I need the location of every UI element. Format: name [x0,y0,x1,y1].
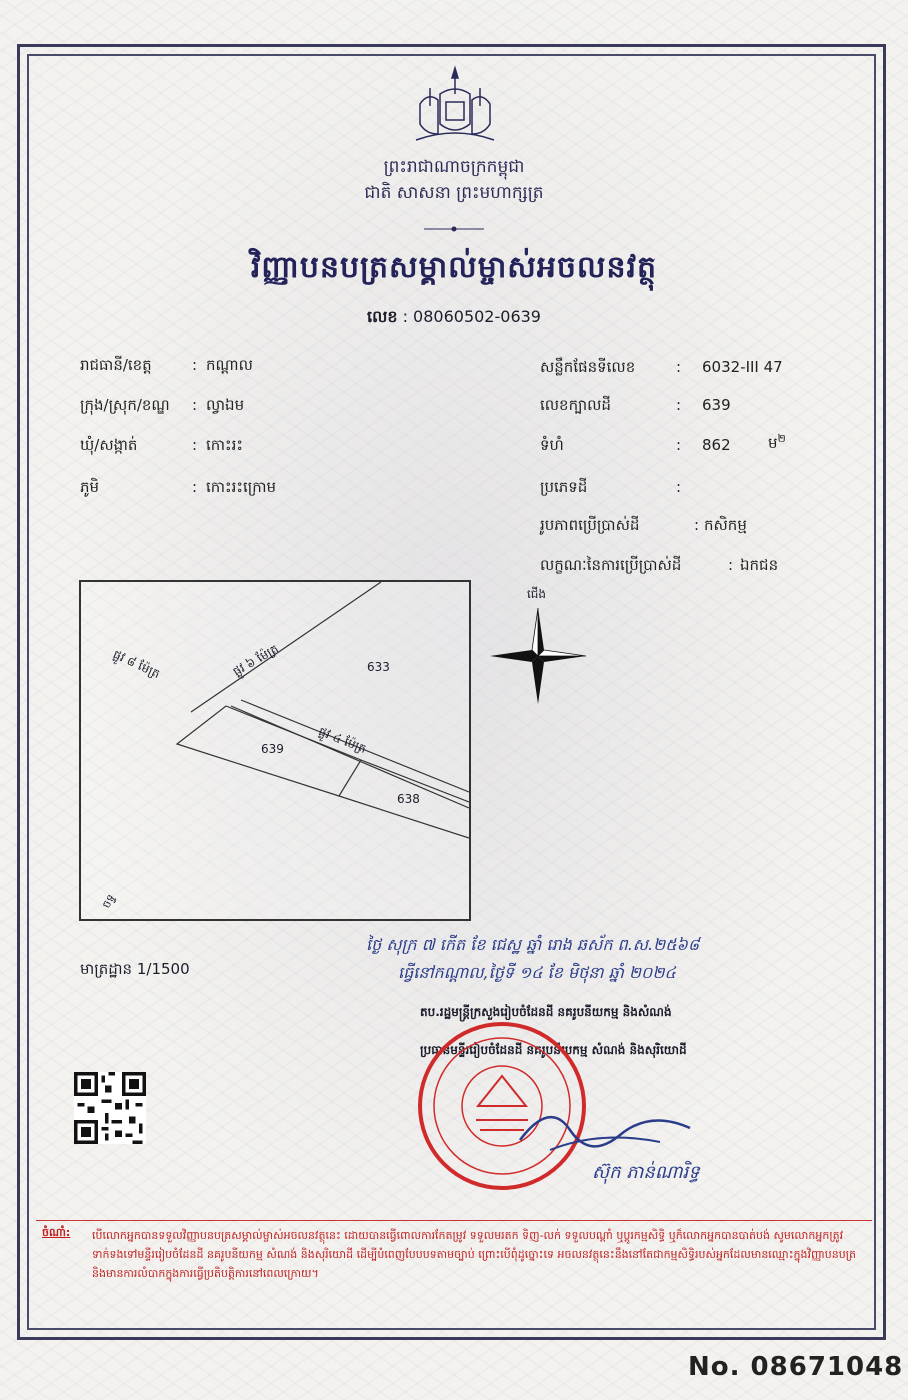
map-scale: មាត្រដ្ឋាន 1/1500 [80,960,190,978]
signer-name: ស៊ុក ភាន់ណារិទ្ធ [592,1162,700,1183]
parcel-number-value: 639 [702,396,731,414]
qr-code [74,1072,146,1144]
map-corner-label: ចទ្វ [99,891,118,911]
certificate-number-label: លេខ [367,307,398,326]
signature [510,1090,710,1170]
area-unit: ម$^២$ [768,432,786,452]
parcel-639-label: 639 [261,742,284,756]
certificate-title: វិញ្ញាបនបត្រសម្គាល់ម្ចាស់អចលនវត្ថុ [250,250,658,285]
map-sheet-label: សន្លឹកផែនទីលេខ [540,358,636,376]
province-label: រាជធានី/ខេត្ត [80,356,152,374]
map-sheet-value: 6032-III 47 [702,358,783,376]
parcel-633-label: 633 [367,660,390,674]
use-character-label: លក្ខណៈនៃការប្រើប្រាស់ដី [540,556,682,574]
ornament-divider [424,224,484,234]
parcel-638-label: 638 [397,792,420,806]
road-8m-label: ផ្លូវ ៨ ម៉ែត្រ [110,647,163,682]
commune-value: កោះរះ [206,436,243,454]
village-value: កោះរះក្រោម [206,478,277,496]
road-6m-label: ផ្លូវ ៦ ម៉ែត្រ [230,641,281,679]
issue-place-date: ធ្វើនៅកណ្ដាល,ថ្ងៃទី ១៤ ខែ មិថុនា ឆ្នាំ ២០២៤ [398,963,676,982]
use-character-value: ឯកជន [740,556,779,574]
village-label: ភូមិ [80,478,100,496]
commune-label: ឃុំ/សង្កាត់ [80,436,138,454]
certificate-number: លេខ : 08060502-0639 [367,307,541,326]
lunar-date: ថ្ងៃ សុក្រ ៧ កើត ខែ ជេស្ឋ ឆ្នាំ រោង ឆស័ក ព.ស.២៥៦៨ [366,935,700,954]
notice-label: ចំណាំ: [42,1226,71,1239]
province-value: កណ្ដាល [206,356,253,374]
district-value: ល្វាឯម [206,396,245,414]
compass-rose-icon [490,608,586,704]
certificate-number-value: 08060502-0639 [413,307,541,326]
north-label: ជើង [527,587,547,601]
area-label: ទំហំ [540,436,564,454]
serial-number: No. 08671048 [688,1352,904,1382]
parcel-number-label: លេខក្បាលដី [540,396,611,414]
national-motto: ជាតិ សាសនា ព្រះមហាក្សត្រ [364,183,544,203]
parcel-map [79,580,471,921]
kingdom-heading: ព្រះរាជាណាចក្រកម្ពុជា [383,157,525,177]
land-use-label: រូបភាពប្រើប្រាស់ដី [540,516,640,534]
area-value: 862 [702,436,731,454]
issuing-department: ប្រធានមន្ទីររៀបចំដែនដី នគរូបនីយកម្ម សំណង់ និងសុរិយោដី [420,1043,687,1057]
issuing-ministry: តប.រដ្ឋមន្ត្រីក្រសួងរៀបចំដែនដី នគរូបនីយកម្ម និងសំណង់ [420,1005,672,1019]
notice-text: បើលោកអ្នកបានទទួលវិញ្ញាបនបត្រសម្គាល់ម្ចាស់អចលនវត្ថុនេះ ដោយបានធ្វើពោលការកែតម្រូវ ទទួលមរតក ទិញ-លក់ ទទួលបណ្ដាំ ឬប្ដូរកម្មសិទ្ធិ ឬក៏លោកអ្នកបានបាត់បង់ សូមលោកអ្នកត្រូវទាក់ទងទៅមន្ទីររៀបចំដែនដី នគរូបនីយកម្ម សំណង់ និងសុរិយោដី ដើម្បីបំពេញបែបបទតាមច្បាប់ ព្រោះបើពុំដូច្នោះទេ អចលនវត្ថុនេះនឹងនៅតែជាកម្មសិទ្ធិរបស់អ្នកដែលមានឈ្មោះក្នុងវិញ្ញាបនបត្រ និងមានការលំបាកក្នុងការធ្វើប្រតិបត្តិការនៅពេលក្រោយ។ [92,1229,856,1280]
land-type-label: ប្រភេទដី [540,478,588,496]
royal-arms-emblem [410,64,500,148]
land-use-value: កសិកម្ម [704,516,747,534]
road-4m-label: ផ្លូវ ៤ ម៉ែត្រ [316,724,369,756]
district-label: ក្រុង/ស្រុក/ខណ្ឌ [80,396,170,414]
